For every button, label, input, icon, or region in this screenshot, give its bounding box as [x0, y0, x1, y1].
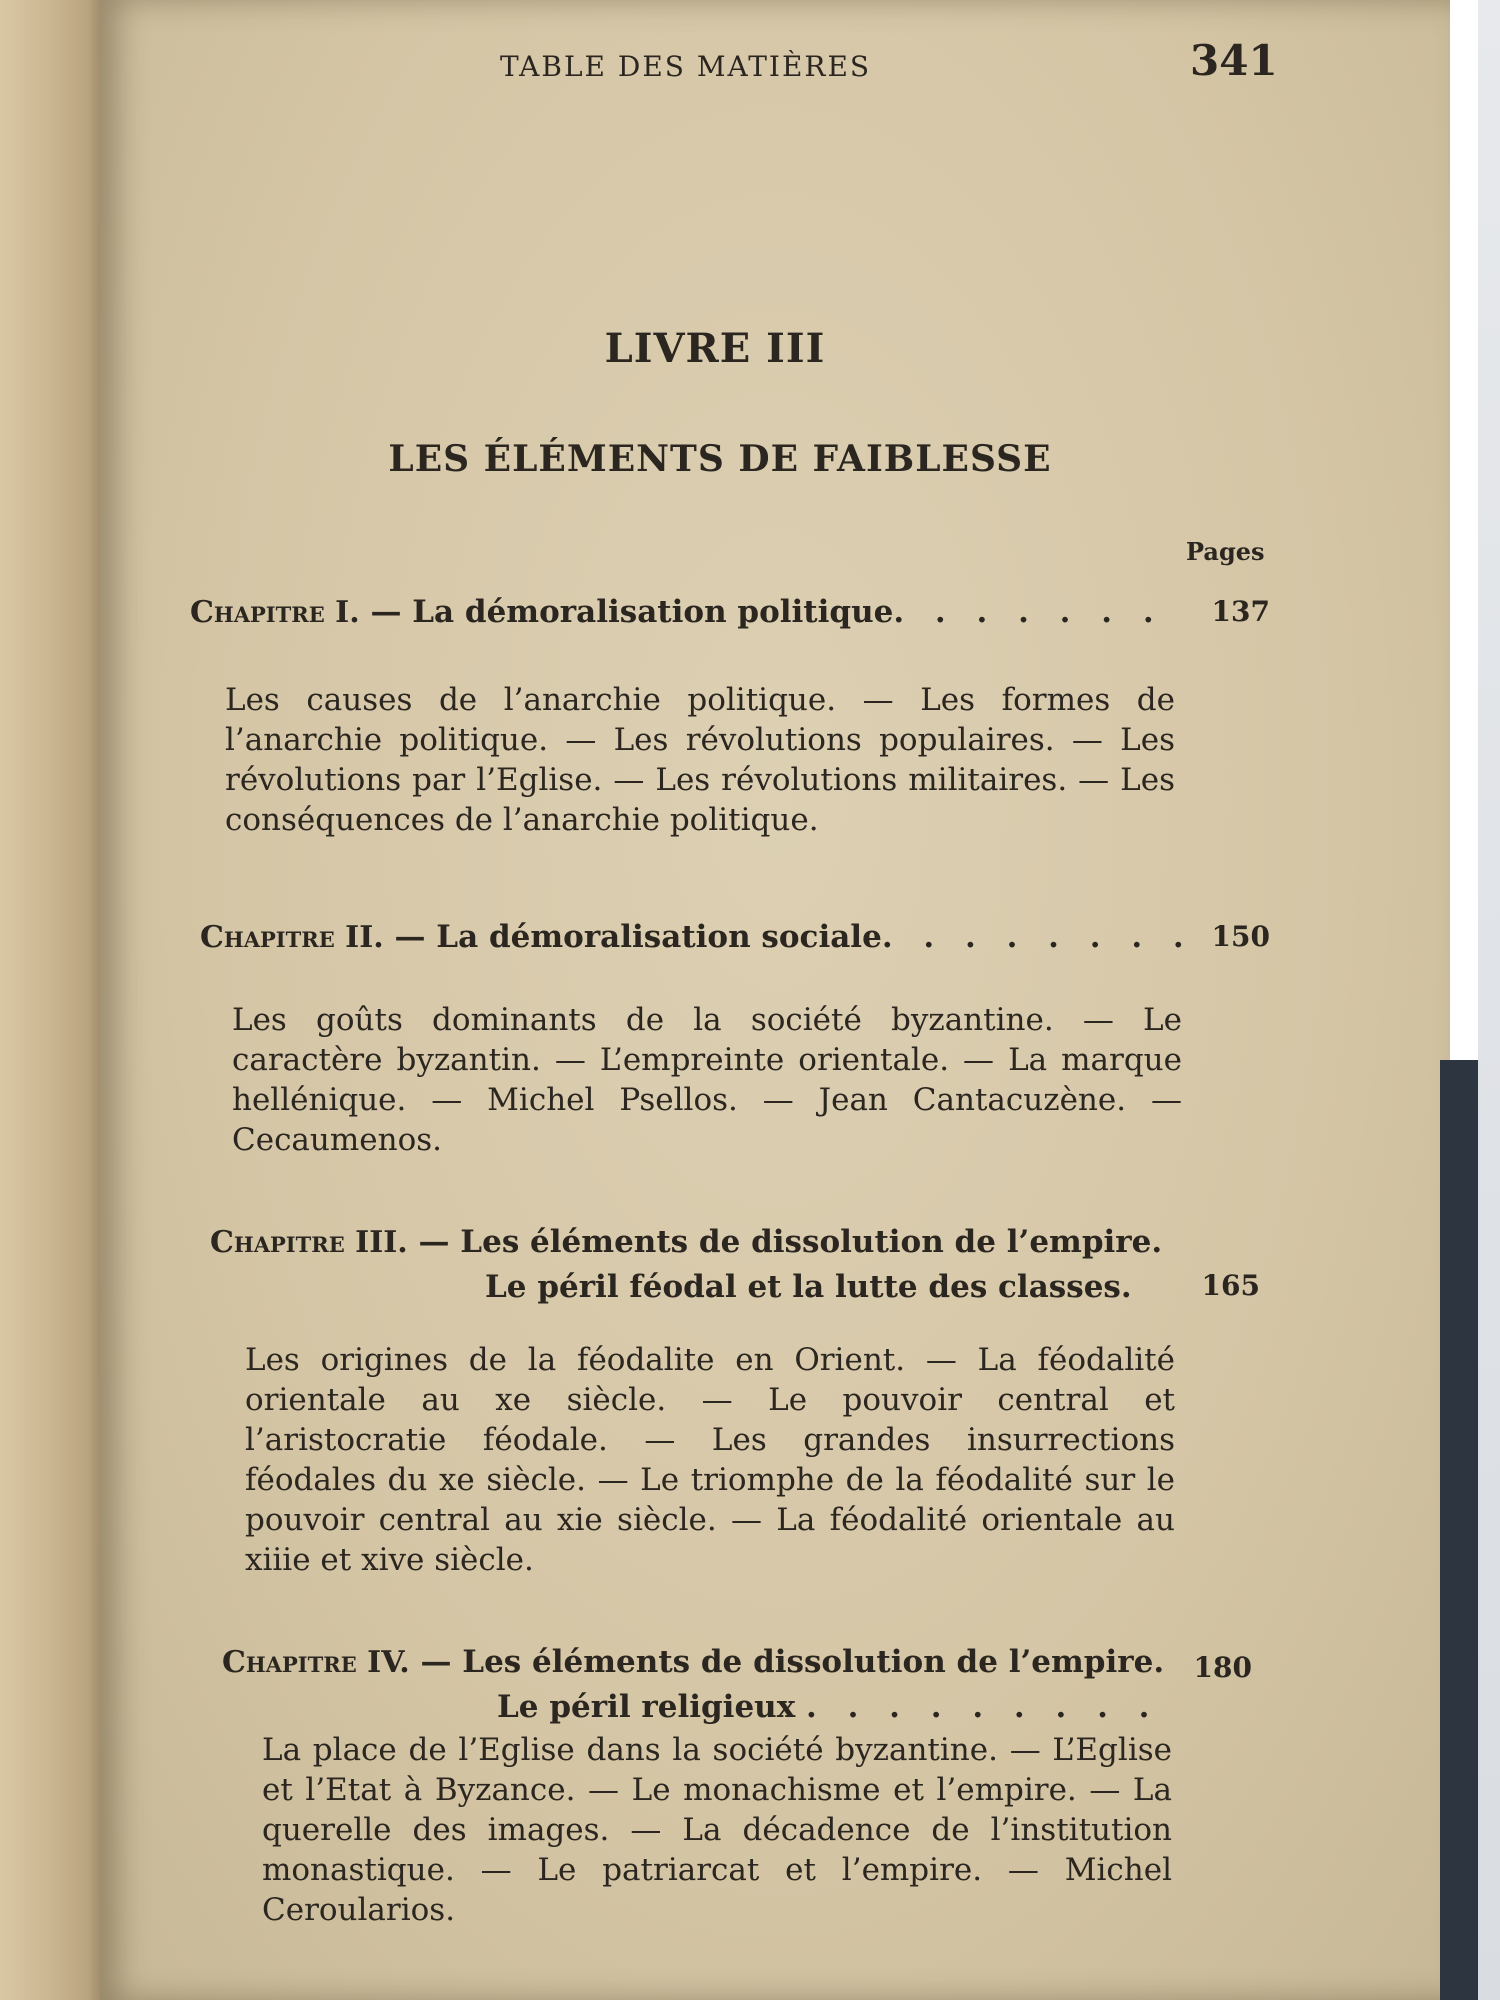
- chapter-title: Les éléments de dissolution de l’empire.: [462, 1644, 1165, 1680]
- chapter-3-entry: [210, 1220, 1260, 1309]
- chapter-page: 150: [1211, 920, 1270, 953]
- chapter-title-line2: Le péril féodal et la lutte des classes.: [485, 1269, 1132, 1305]
- chapter-label: Chapitre III.: [210, 1225, 408, 1260]
- chapter-page: 137: [1211, 595, 1270, 628]
- leader-dots: . . . . . . . .: [881, 919, 1194, 955]
- page-number: 341: [1190, 36, 1278, 85]
- leader-dots: . . . . . . . . .: [806, 1689, 1160, 1725]
- chapter-title: La démoralisation politique: [412, 594, 894, 630]
- chapter-1-entry: [190, 590, 1270, 635]
- chapter-page: 180: [1193, 1651, 1252, 1684]
- part-title: LES ÉLÉMENTS DE FAIBLESSE: [388, 438, 1052, 480]
- chapter-1-summary: Les causes de l’anarchie politique. — Les formes de l’anarchie politique. — Les révolutions populaires. — Les révolutions par l’Eglise. — Les révolutions militaires. — Les conséquences de l’anarchie politique.: [225, 682, 1175, 838]
- pages-column-label: Pages: [1186, 537, 1265, 566]
- chapter-dash: —: [420, 1644, 452, 1680]
- chapter-dash: —: [370, 594, 402, 630]
- chapter-label: Chapitre II.: [200, 920, 384, 955]
- background-right: [1478, 0, 1500, 2000]
- chapter-2-entry: [200, 915, 1270, 960]
- chapter-dash: —: [394, 919, 426, 955]
- chapter-title: Les éléments de dissolution de l’empire.: [460, 1224, 1163, 1260]
- livre-heading: LIVRE III: [604, 325, 826, 372]
- left-page-edge: [0, 0, 110, 2000]
- chapter-3-summary: Les origines de la féodalite en Orient. — La féodalité orientale au xe siècle. — Le pouvoir central et l’aristocratie féodale. — Les grandes insurrections féodales du xe siècle. — Le triomphe de la féodalité sur le pouvoir central au xie siècle. — La féodalité orientale au xiiie et xive siècle.: [245, 1342, 1175, 1578]
- chapter-dash: —: [418, 1224, 450, 1260]
- chapter-page: 165: [1201, 1269, 1260, 1302]
- chapter-4-summary: La place de l’Eglise dans la société byzantine. — L’Eglise et l’Etat à Byzance. — Le monachisme et l’empire. — La querelle des images. — La décadence de l’institution monastique. — Le patriarcat et l’empire. — Michel Ceroularios.: [262, 1732, 1172, 1928]
- leader-dots: . . . . . . .: [893, 594, 1164, 630]
- chapter-label: Chapitre IV.: [222, 1645, 410, 1680]
- chapter-title-line2-text: Le péril religieux: [497, 1689, 796, 1725]
- chapter-2-summary: Les goûts dominants de la société byzantine. — Le caractère byzantin. — L’empreinte orientale. — La marque hellénique. — Michel Psellos. — Jean Cantacuzène. — Cecaumenos.: [232, 1002, 1182, 1158]
- chapter-title-line2: [222, 1685, 1252, 1729]
- chapter-4-entry: [222, 1640, 1252, 1729]
- chapter-label: Chapitre I.: [190, 595, 360, 630]
- book-cover-edge: [1440, 1060, 1478, 2000]
- running-header: TABLE DES MATIÈRES: [500, 50, 872, 83]
- chapter-title: La démoralisation sociale: [436, 919, 882, 955]
